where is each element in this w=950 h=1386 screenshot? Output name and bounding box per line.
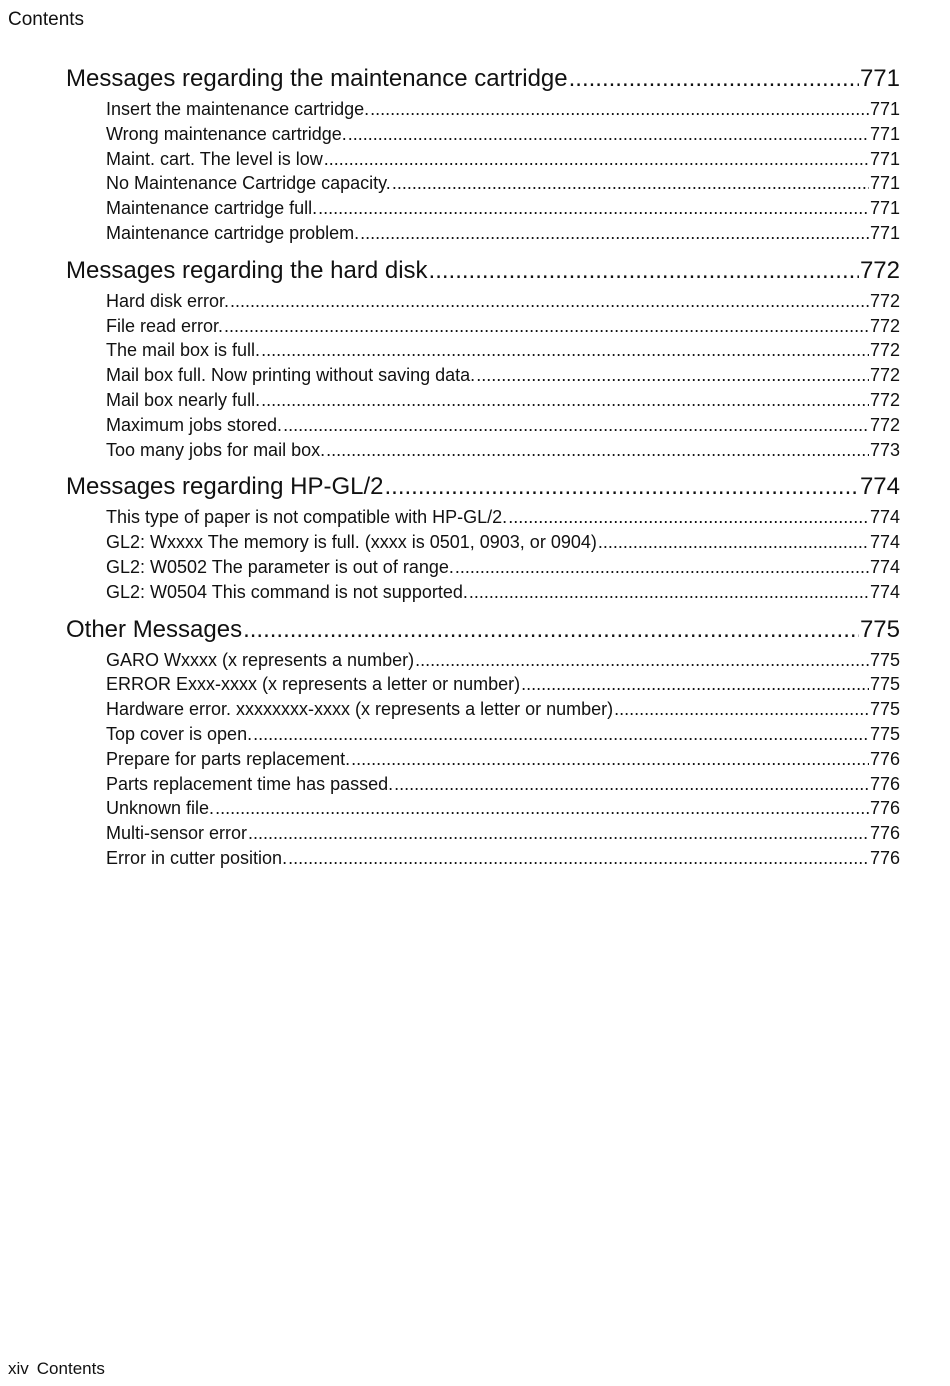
- dot-leader: [215, 796, 869, 821]
- toc-entry[interactable]: [106, 221, 900, 246]
- toc-entry[interactable]: [106, 388, 900, 413]
- entry-title: File read error.: [106, 315, 224, 336]
- entry-title: GL2: W0504 This command is not supported.: [106, 581, 468, 602]
- dot-leader: [261, 388, 869, 413]
- entry-page-number: 771: [869, 173, 900, 194]
- dot-leader: [224, 314, 869, 339]
- dot-leader: [261, 338, 869, 363]
- dot-leader: [508, 505, 869, 530]
- dot-leader: [230, 289, 869, 314]
- dot-leader: [351, 747, 869, 772]
- entry-title: The mail box is full.: [106, 340, 261, 361]
- entry-title: Top cover is open.: [106, 723, 253, 744]
- table-of-contents: [66, 62, 900, 879]
- dot-leader: [384, 470, 858, 504]
- section-title: Messages regarding the hard disk: [66, 256, 428, 284]
- dot-leader: [283, 413, 869, 438]
- section-title: Other Messages: [66, 615, 243, 643]
- entry-page-number: 776: [869, 748, 900, 769]
- toc-entry[interactable]: [106, 697, 900, 722]
- footer-page-number: xiv: [8, 1359, 29, 1378]
- entry-title: Multi-sensor error: [106, 823, 248, 844]
- dot-leader: [521, 672, 869, 697]
- entry-page-number: 774: [869, 556, 900, 577]
- entry-title: Maint. cart. The level is low: [106, 148, 323, 169]
- dot-leader: [324, 147, 869, 172]
- toc-entry[interactable]: [106, 338, 900, 363]
- entry-page-number: 773: [869, 439, 900, 460]
- entry-page-number: 772: [869, 340, 900, 361]
- entry-title: Too many jobs for mail box.: [106, 439, 326, 460]
- dot-leader: [326, 438, 869, 463]
- entry-page-number: 776: [869, 823, 900, 844]
- toc-entry[interactable]: [106, 672, 900, 697]
- entry-page-number: 772: [869, 315, 900, 336]
- entry-title: Maximum jobs stored.: [106, 414, 283, 435]
- toc-section: [66, 470, 900, 604]
- entry-page-number: 775: [869, 674, 900, 695]
- entry-title: ERROR Exxx-xxxx (x represents a letter or number): [106, 674, 521, 695]
- toc-section: [66, 613, 900, 871]
- dot-leader: [243, 613, 859, 647]
- dot-leader: [394, 772, 869, 797]
- entry-title: Maintenance cartridge full.: [106, 198, 318, 219]
- section-page-number: 771: [859, 65, 900, 92]
- running-header: [8, 9, 84, 31]
- section-page-number: 775: [859, 615, 900, 643]
- dot-leader: [360, 221, 869, 246]
- toc-entry[interactable]: [106, 438, 900, 463]
- dot-leader: [598, 530, 869, 555]
- entry-page-number: 776: [869, 847, 900, 868]
- entry-title: GL2: W0502 The parameter is out of range.: [106, 556, 454, 577]
- toc-entry[interactable]: [106, 555, 900, 580]
- entry-title: Prepare for parts replacement.: [106, 748, 351, 769]
- toc-entry[interactable]: [106, 747, 900, 772]
- dot-leader: [429, 254, 859, 288]
- toc-entry[interactable]: [106, 530, 900, 555]
- entry-title: No Maintenance Cartridge capacity.: [106, 173, 391, 194]
- toc-section: [66, 254, 900, 463]
- dot-leader: [469, 580, 869, 605]
- dot-leader: [370, 97, 869, 122]
- toc-section-heading[interactable]: [66, 62, 900, 96]
- entry-page-number: 772: [869, 290, 900, 311]
- entry-page-number: 771: [869, 123, 900, 144]
- entry-title: Hardware error. xxxxxxxx-xxxx (x represents a letter or number): [106, 699, 614, 720]
- entry-page-number: 771: [869, 222, 900, 243]
- entry-title: Parts replacement time has passed.: [106, 773, 394, 794]
- dot-leader: [288, 846, 869, 871]
- entry-title: Mail box full. Now printing without saving data.: [106, 365, 476, 386]
- section-page-number: 774: [859, 473, 900, 501]
- toc-entry[interactable]: [106, 722, 900, 747]
- entry-title: Wrong maintenance cartridge.: [106, 123, 347, 144]
- toc-entry[interactable]: [106, 147, 900, 172]
- entry-page-number: 775: [869, 699, 900, 720]
- footer-title: Contents: [36, 1359, 105, 1378]
- entry-page-number: 772: [869, 365, 900, 386]
- entry-page-number: 771: [869, 99, 900, 119]
- toc-entry[interactable]: [106, 648, 900, 673]
- toc-section: [66, 62, 900, 246]
- toc-entry[interactable]: [106, 772, 900, 797]
- entry-page-number: 772: [869, 389, 900, 410]
- toc-entry[interactable]: [106, 846, 900, 871]
- entry-page-number: 776: [869, 798, 900, 819]
- entry-title: Unknown file.: [106, 798, 215, 819]
- entry-title: Insert the maintenance cartridge.: [106, 99, 370, 119]
- entry-page-number: 775: [869, 649, 900, 670]
- entry-title: Maintenance cartridge problem.: [106, 222, 360, 243]
- dot-leader: [248, 821, 869, 846]
- entry-page-number: 774: [869, 532, 900, 553]
- entry-page-number: 774: [869, 507, 900, 528]
- toc-entry[interactable]: [106, 821, 900, 846]
- section-page-number: 772: [859, 256, 900, 284]
- dot-leader: [318, 196, 869, 221]
- entry-page-number: 771: [869, 198, 900, 219]
- toc-entry[interactable]: [106, 314, 900, 339]
- dot-leader: [455, 555, 869, 580]
- entry-page-number: 776: [869, 773, 900, 794]
- toc-entry[interactable]: [106, 122, 900, 147]
- toc-section-heading[interactable]: [66, 254, 900, 288]
- dot-leader: [392, 171, 869, 196]
- toc-entry[interactable]: [106, 413, 900, 438]
- toc-section-heading[interactable]: [66, 613, 900, 647]
- entry-title: This type of paper is not compatible with HP-GL/2.: [106, 507, 508, 528]
- dot-leader: [415, 648, 869, 673]
- toc-entry[interactable]: [106, 171, 900, 196]
- toc-entry[interactable]: [106, 580, 900, 605]
- toc-entry-list: [66, 289, 900, 463]
- toc-entry[interactable]: [106, 796, 900, 821]
- entry-page-number: 775: [869, 723, 900, 744]
- section-title: Messages regarding the maintenance cartridge: [66, 65, 568, 92]
- section-title: Messages regarding HP-GL/2: [66, 473, 384, 501]
- entry-title: Mail box nearly full.: [106, 389, 261, 410]
- toc-entry-list: [66, 648, 900, 871]
- toc-entry[interactable]: [106, 196, 900, 221]
- entry-page-number: 772: [869, 414, 900, 435]
- toc-entry[interactable]: [106, 505, 900, 530]
- dot-leader: [476, 363, 869, 388]
- toc-section-heading[interactable]: [66, 470, 900, 504]
- toc-entry[interactable]: [106, 97, 900, 122]
- entry-title: Error in cutter position.: [106, 847, 288, 868]
- dot-leader: [253, 722, 869, 747]
- entry-page-number: 771: [869, 148, 900, 169]
- entry-title: Hard disk error.: [106, 290, 230, 311]
- dot-leader: [614, 697, 869, 722]
- entry-page-number: 774: [869, 581, 900, 602]
- running-footer: [8, 1358, 105, 1380]
- entry-title: GL2: Wxxxx The memory is full. (xxxx is 0501, 0903, or 0904): [106, 532, 597, 553]
- toc-entry-list: [66, 97, 900, 246]
- dot-leader: [569, 62, 859, 96]
- toc-entry[interactable]: [106, 289, 900, 314]
- toc-entry[interactable]: [106, 363, 900, 388]
- entry-title: GARO Wxxxx (x represents a number): [106, 649, 415, 670]
- dot-leader: [348, 122, 869, 147]
- toc-entry-list: [66, 505, 900, 604]
- header-title: Contents: [8, 9, 85, 30]
